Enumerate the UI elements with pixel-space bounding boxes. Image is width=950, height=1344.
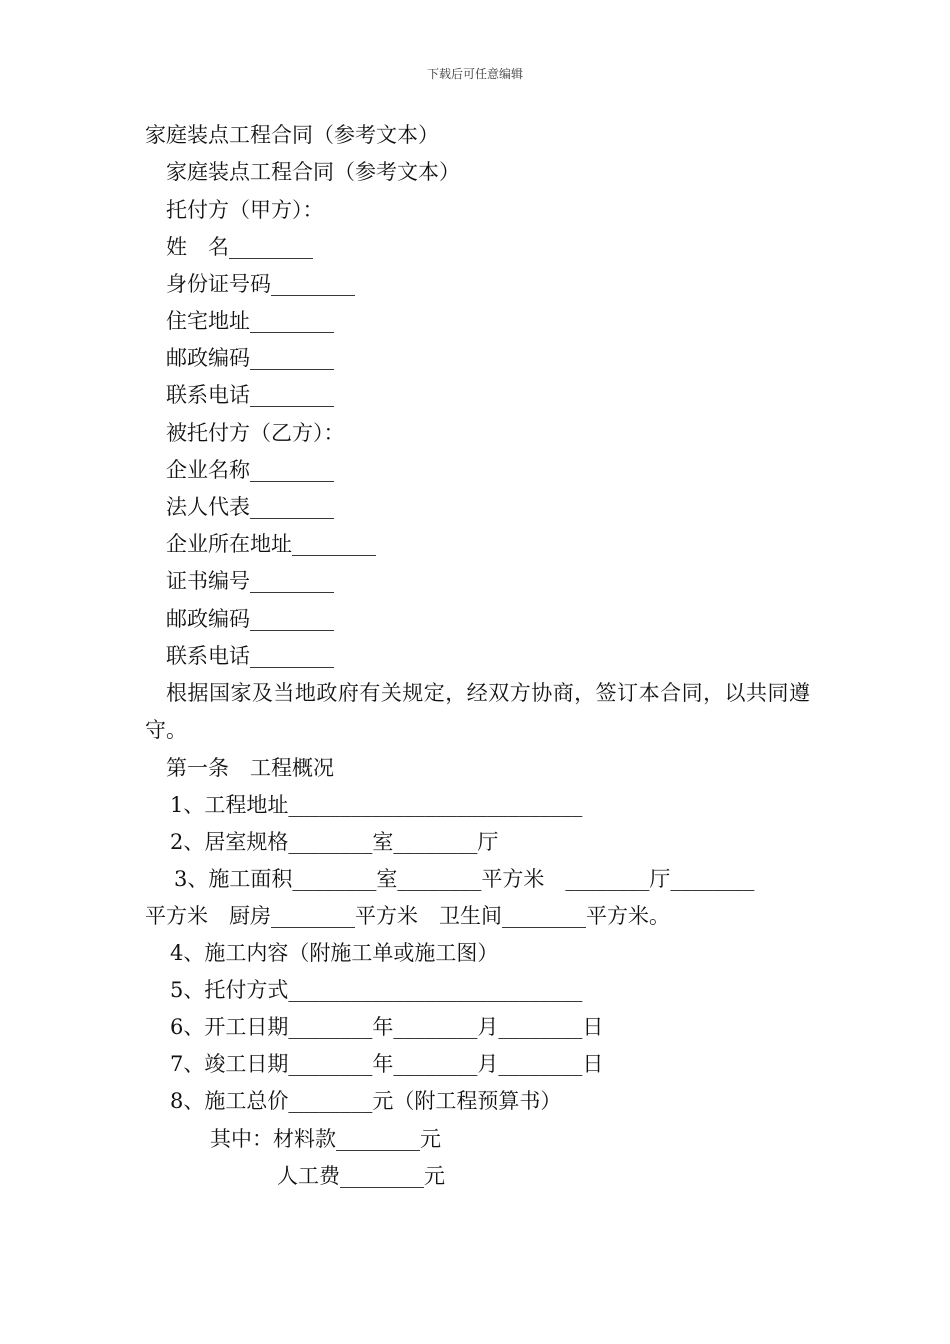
article1-item-method: 5、托付方式____________________________ [170, 978, 583, 1002]
party-b-postcode-field: 邮政编码________ [166, 607, 334, 631]
party-a-phone-field: 联系电话________ [166, 383, 334, 407]
article1-item-materials: 其中：材料款________元 [210, 1127, 441, 1151]
article1-item-content: 4、施工内容（附施工单或施工图） [170, 941, 499, 965]
article1-item-end-date: 7、竣工日期________年________月________日 [170, 1052, 604, 1076]
party-b-legal-rep-field: 法人代表________ [166, 495, 334, 519]
article1-item-area: 3、施工面积________室________平方米 ________厅________ [174, 867, 755, 891]
article1-item-area-continued: 平方米 厨房________平方米 卫生间________平方米。 [145, 904, 670, 928]
article1-item-total-price: 8、施工总价________元（附工程预算书） [170, 1089, 562, 1113]
document-subtitle: 家庭装点工程合同（参考文本） [166, 160, 460, 184]
party-a-postcode-field: 邮政编码________ [166, 346, 334, 370]
party-b-phone-field: 联系电话________ [166, 644, 334, 668]
article1-item-rooms: 2、居室规格________室________厅 [170, 830, 499, 854]
page-header-note: 下载后可任意编辑 [426, 67, 523, 81]
article1-item-labor: 人工费________元 [277, 1164, 445, 1188]
party-a-name-field: 姓 名________ [166, 235, 313, 259]
preamble-paragraph: 根据国家及当地政府有关规定，经双方协商，签订本合同，以共同遵守。 [145, 681, 810, 742]
party-a-address-field: 住宅地址________ [166, 309, 334, 333]
article1-item-start-date: 6、开工日期________年________月________日 [170, 1015, 604, 1039]
party-b-company-field: 企业名称________ [166, 458, 334, 482]
party-a-id-field: 身份证号码________ [166, 272, 355, 296]
party-b-address-field: 企业所在地址________ [166, 532, 376, 556]
article1-heading: 第一条 工程概况 [166, 756, 334, 780]
party-b-certificate-field: 证书编号________ [166, 569, 334, 593]
party-a-heading: 托付方（甲方）： [166, 198, 324, 222]
document-title: 家庭装点工程合同（参考文本） [145, 123, 439, 147]
party-b-heading: 被托付方（乙方）： [166, 421, 345, 445]
article1-item-address: 1、工程地址____________________________ [170, 793, 583, 817]
